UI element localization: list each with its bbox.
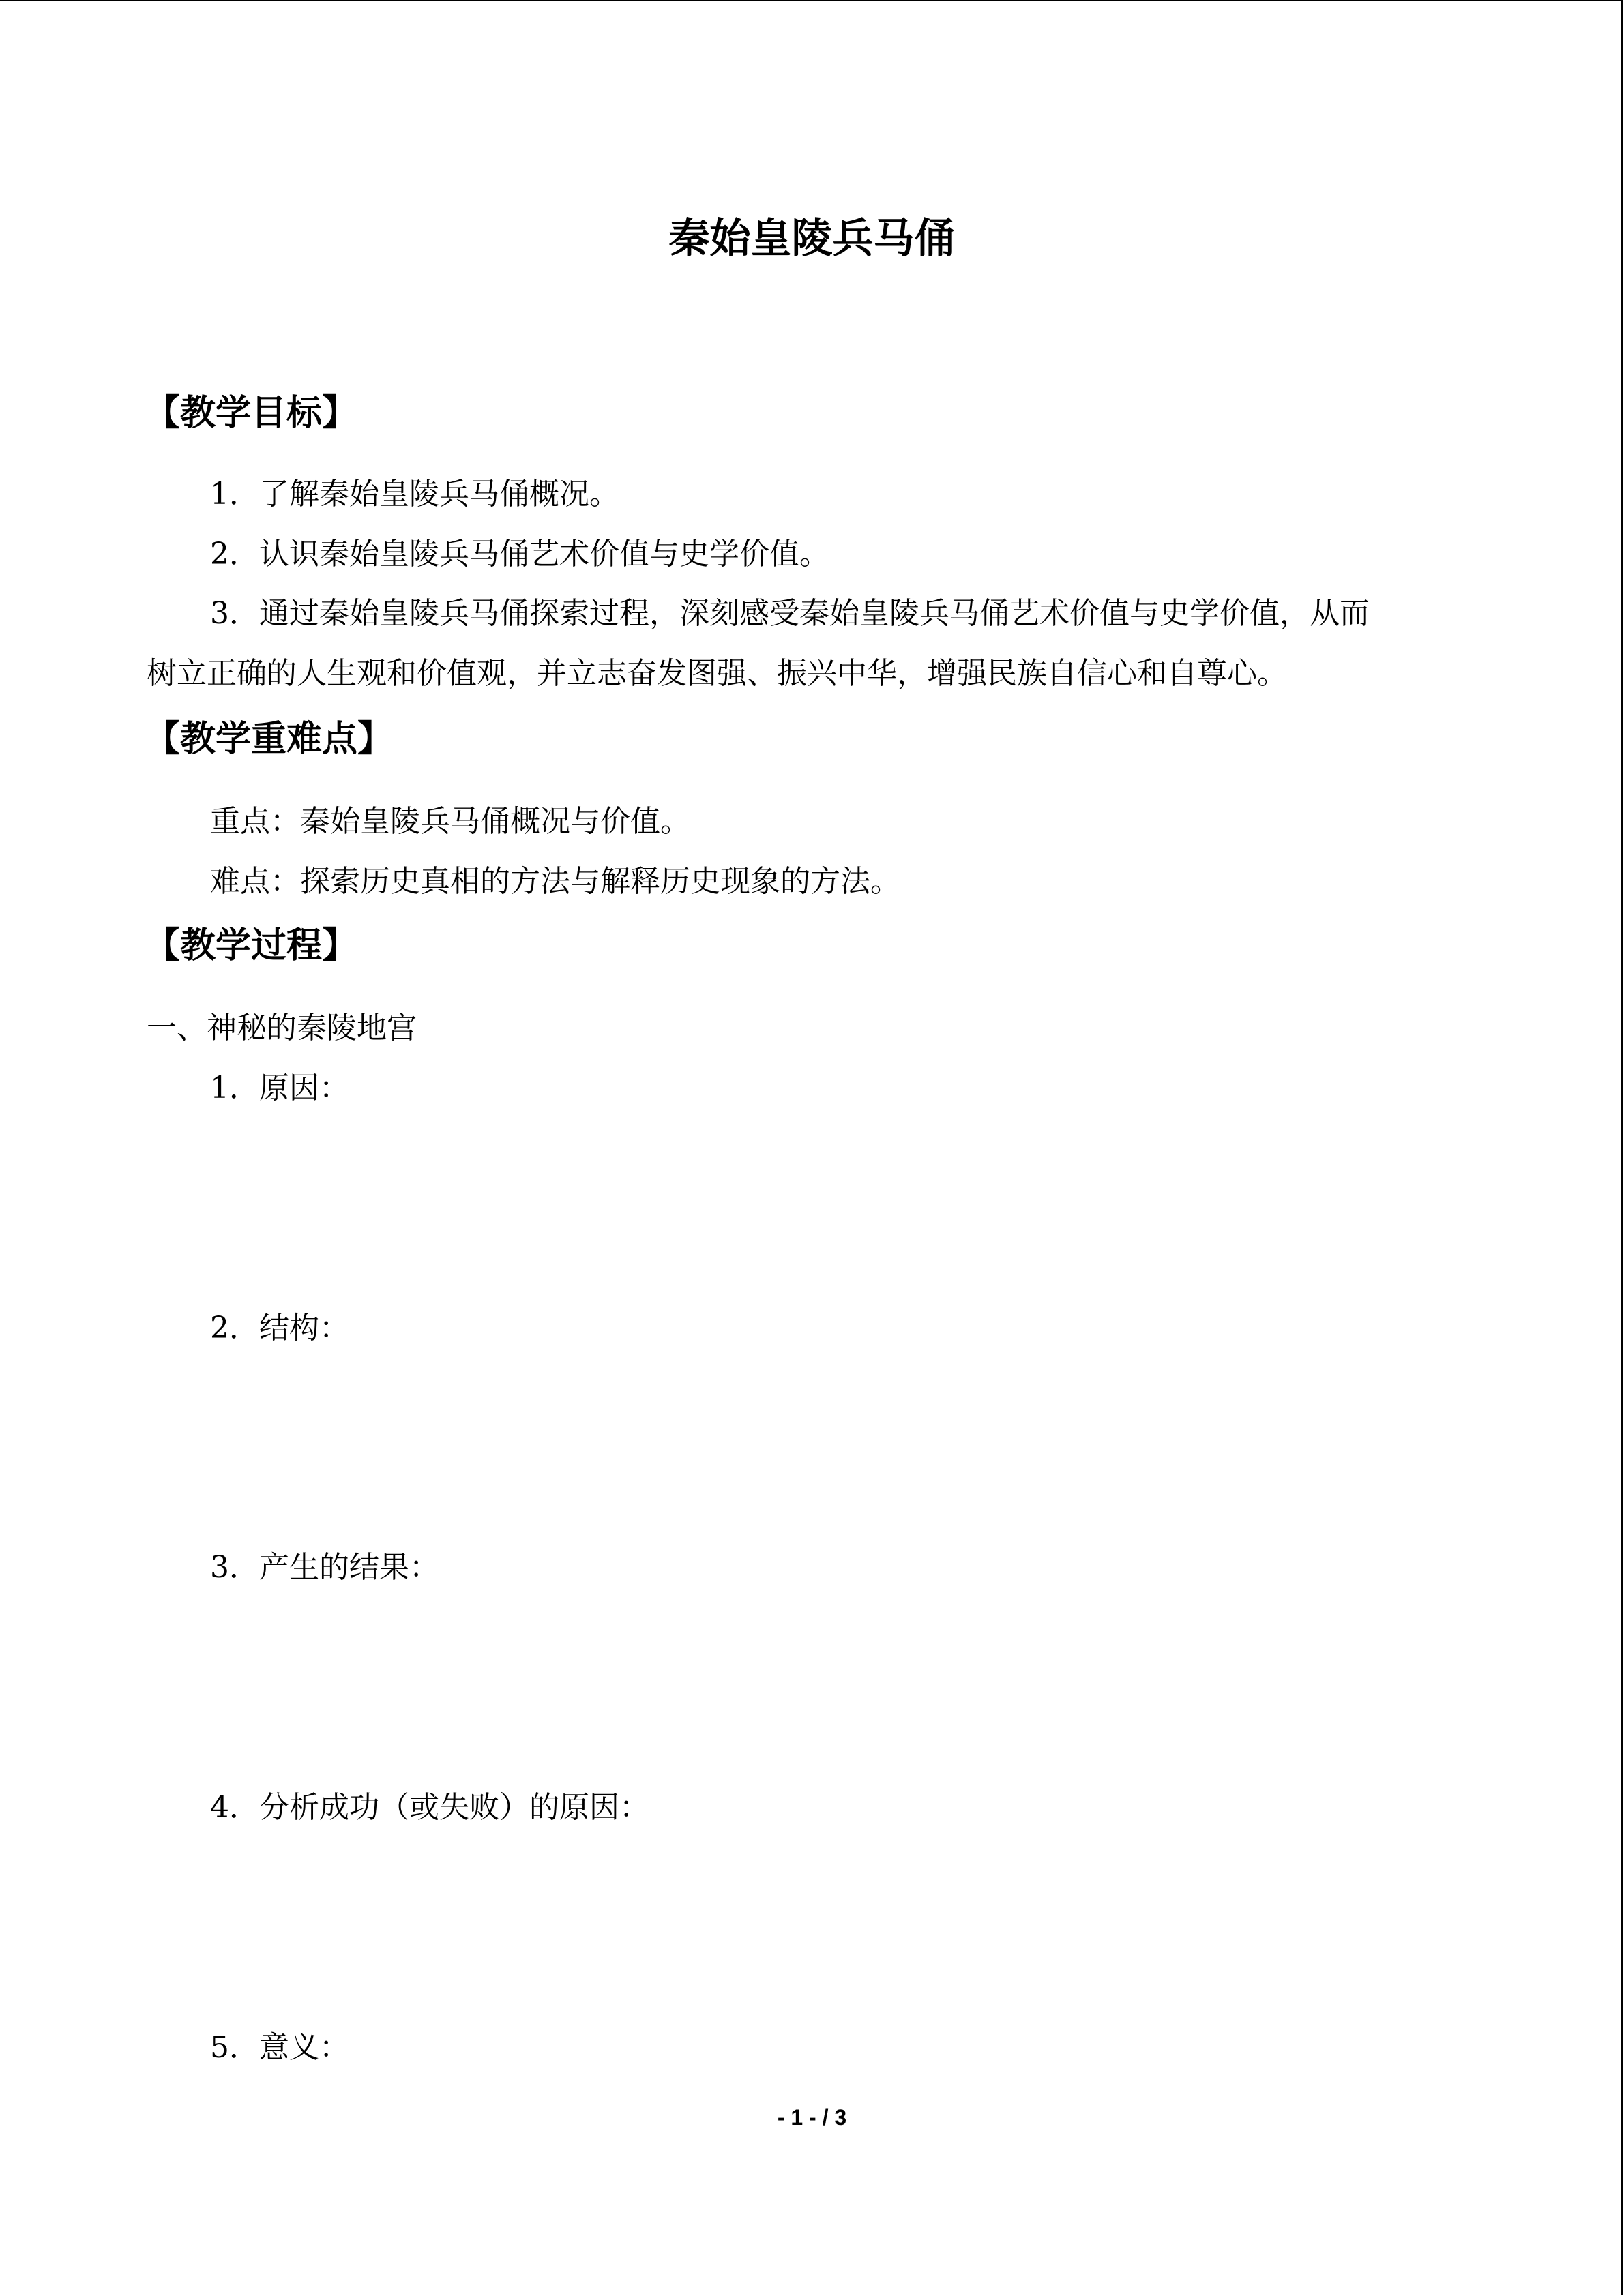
- objective-item-3-continued: 树立正确的人生观和价值观，并立志奋发图强、振兴中华，增强民族自信心和自尊心。: [147, 656, 1287, 691]
- process-item-2: 2．结构：: [210, 1311, 349, 1345]
- process-item-4: 4．分析成功（或失败）的原因：: [210, 1790, 649, 1825]
- objective-item-2: 2．认识秦始皇陵兵马俑艺术价值与史学价值。: [210, 537, 829, 571]
- objective-item-3: 3．通过秦始皇陵兵马俑探索过程，深刻感受秦始皇陵兵马俑艺术价值与史学价值，从而: [210, 596, 1370, 631]
- key-point-item: 重点：秦始皇陵兵马俑概况与价值。: [210, 804, 690, 839]
- process-item-5: 5．意义：: [210, 2030, 349, 2065]
- objective-item-1: 1．了解秦始皇陵兵马俑概况。: [210, 477, 619, 511]
- page-number: - 1 - / 3: [777, 2105, 847, 2130]
- process-subheading: 一、神秘的秦陵地宫: [147, 1011, 417, 1045]
- key-points-heading: 【教学重难点】: [145, 719, 394, 760]
- process-heading: 【教学过程】: [145, 925, 358, 966]
- objectives-heading: 【教学目标】: [145, 393, 358, 434]
- difficult-point-item: 难点：探索历史真相的方法与解释历史现象的方法。: [210, 864, 900, 899]
- page-title: 秦始皇陵兵马俑: [668, 215, 956, 263]
- process-item-1: 1．原因：: [210, 1071, 349, 1105]
- process-item-3: 3．产生的结果：: [210, 1550, 439, 1585]
